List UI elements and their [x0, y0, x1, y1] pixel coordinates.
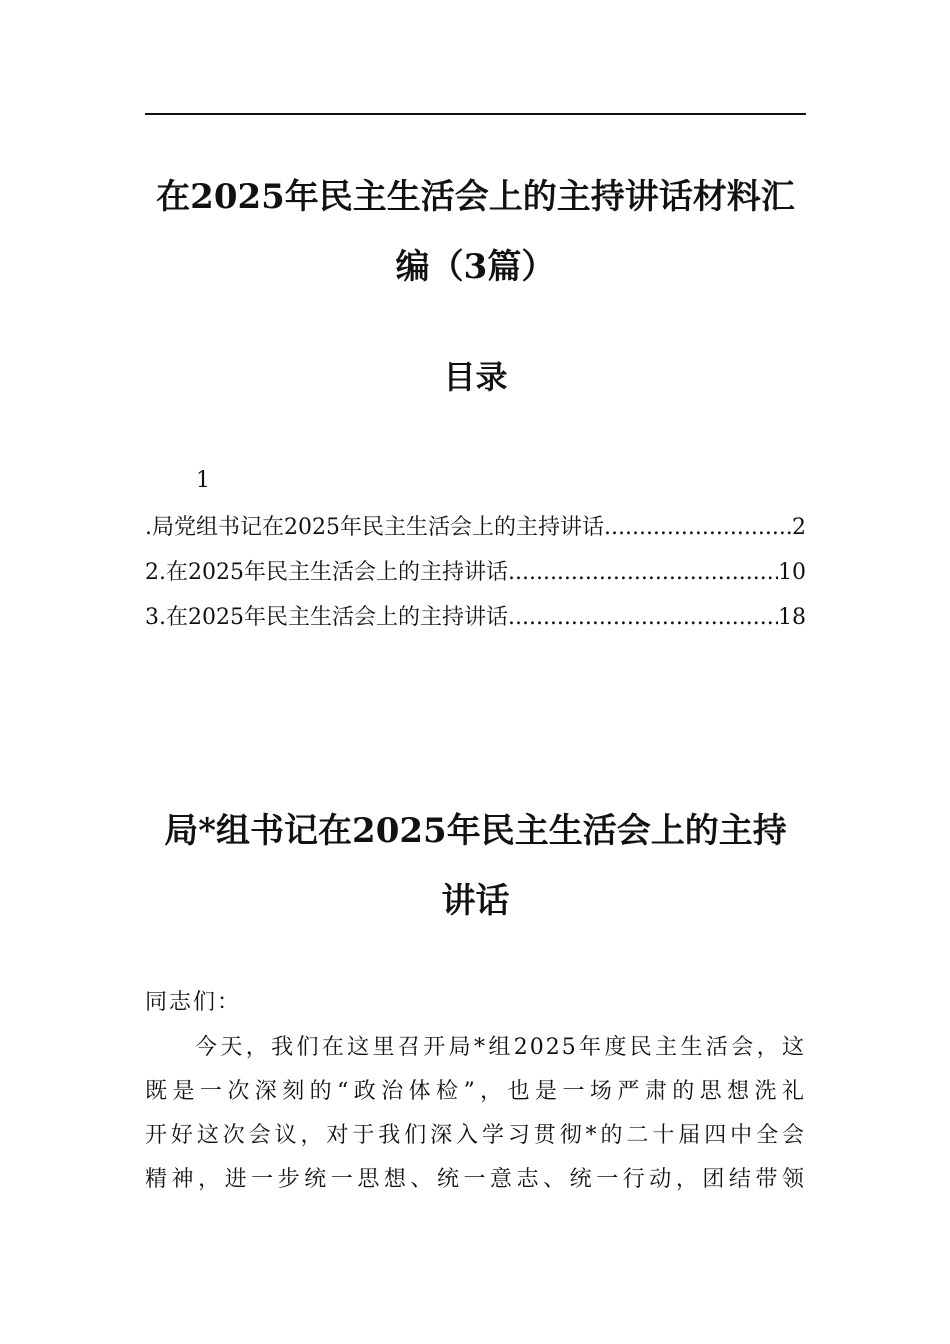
body-line-2: 既是一次深刻的“政治体检”，也是一场严肃的思想洗礼	[145, 1079, 806, 1104]
toc-entry-page: 2	[792, 515, 806, 540]
toc-entry-text: .局党组书记在2025年民主生活会上的主持讲话	[145, 515, 604, 540]
salutation: 同志们：	[145, 990, 242, 1015]
toc-entry-2[interactable]	[145, 553, 806, 598]
document-title-line-2: 编（3篇）	[395, 247, 556, 287]
toc-entry-3[interactable]	[145, 598, 806, 643]
body-line-3: 开好这次会议，对于我们深入学习贯彻*的二十届四中全会	[145, 1123, 806, 1148]
document-title	[145, 162, 806, 302]
toc-leader-dots	[508, 598, 778, 638]
section-title	[145, 796, 806, 936]
toc-entry-page: 18	[778, 605, 806, 630]
toc-entry-1[interactable]	[145, 508, 806, 553]
table-of-contents	[145, 508, 806, 643]
body-paragraph	[145, 1026, 806, 1202]
toc-heading: 目录	[443, 358, 508, 396]
body-line-1: 今天，我们在这里召开局*组2025年度民主生活会，这	[195, 1035, 806, 1060]
toc-orphan-number: 1	[196, 468, 210, 493]
section-title-line-1: 局*组书记在2025年民主生活会上的主持	[164, 811, 787, 851]
toc-entry-page: 10	[778, 560, 806, 585]
body-line-4: 精神，进一步统一思想、统一意志、统一行动，团结带领	[145, 1167, 806, 1192]
section-title-line-2: 讲话	[441, 881, 510, 921]
toc-leader-dots	[508, 553, 778, 593]
toc-leader-dots	[604, 508, 792, 548]
toc-entry-text: 2.在2025年民主生活会上的主持讲话	[145, 560, 508, 585]
toc-entry-text: 3.在2025年民主生活会上的主持讲话	[145, 605, 508, 630]
document-title-line-1: 在2025年民主生活会上的主持讲话材料汇	[156, 177, 795, 217]
header-rule	[145, 113, 806, 115]
